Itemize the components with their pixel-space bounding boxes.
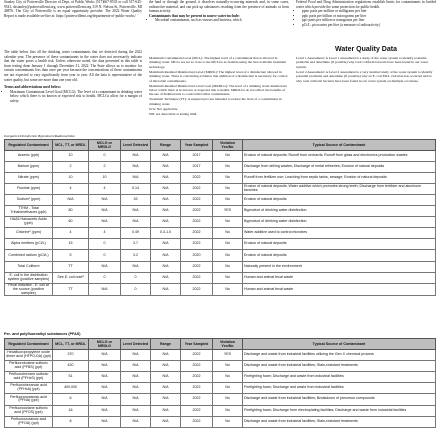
- table-row: [5, 371, 436, 382]
- table-cell: 3.7: [121, 239, 151, 250]
- table-cell: 0: [89, 250, 121, 261]
- table-cell: 2017: [181, 161, 213, 172]
- table-cell: 6: [53, 394, 89, 405]
- table-cell: N/A: [151, 161, 181, 172]
- table-cell: 2022: [181, 239, 213, 250]
- table-cell: 51: [53, 371, 89, 382]
- table-cell: 2022: [181, 194, 213, 205]
- table-cell: N/A: [53, 194, 89, 205]
- table-row: [5, 161, 436, 172]
- table-cell: N/A: [89, 217, 121, 228]
- table-cell: N/A: [121, 261, 151, 272]
- table-cell: 0: [89, 272, 121, 283]
- column-header: Year Sampled: [181, 339, 213, 350]
- intro-middle-text: the land or through the ground, it dissolves naturally-occurring minerals and, in some cases, radioactive material, and can pick up substances resulting from the presence of animals or from human activity.: [149, 0, 289, 14]
- table-cell: N/A: [151, 283, 181, 296]
- table-cell: N/A: [151, 394, 181, 405]
- table-cell: N/A: [151, 217, 181, 228]
- pfas-table: [4, 338, 436, 428]
- table-cell: Hexafluoropropylene oxide dimer acid (HFPO-DA) (ppt): [5, 349, 53, 360]
- table-cell: 2022: [181, 183, 213, 194]
- table-cell: 0.49: [121, 228, 151, 239]
- table-header-row: [5, 140, 436, 151]
- table-cell: No: [213, 194, 243, 205]
- table-cell: 2022: [181, 172, 213, 183]
- table-cell: N/A: [121, 405, 151, 416]
- table-cell: 33: [121, 194, 151, 205]
- table-body: [5, 150, 436, 296]
- table-cell: TTHM - Total Trihalomethanes (ppb): [5, 206, 53, 217]
- list-item: • ppt: parts per trillion or nanograms per liter: [302, 18, 436, 23]
- table-cell: N/A: [151, 360, 181, 371]
- table-cell: N/A: [121, 150, 151, 161]
- table-cell: N/A: [121, 383, 151, 394]
- table-cell: N/A: [151, 172, 181, 183]
- table-cell: N/A: [89, 206, 121, 217]
- table-cell: N/A: [151, 239, 181, 250]
- column-header: Typical Source of Contaminant: [243, 140, 436, 151]
- table-cell: N/A: [151, 250, 181, 261]
- table-cell: N/A: [151, 383, 181, 394]
- table-cell: N/A: [89, 371, 121, 382]
- middle-terms: [149, 56, 289, 117]
- table-cell: 0: [121, 272, 151, 283]
- column-header: MCLG or MRDLG: [89, 140, 121, 151]
- table-cell: Discharge and waste from industrial facilities; Breakdown of precursor compounds: [243, 394, 436, 405]
- table-cell: No: [213, 228, 243, 239]
- column-header: Regulated Contaminant: [5, 140, 53, 151]
- table-row: [5, 405, 436, 416]
- table-cell: 4: [53, 228, 89, 239]
- table-cell: 3.2: [121, 250, 151, 261]
- table-cell: 8: [53, 416, 89, 427]
- table-cell: N/A: [151, 183, 181, 194]
- column-header: Violation Yes/No: [213, 140, 243, 151]
- table-cell: No: [213, 283, 243, 296]
- table-cell: N/A: [121, 217, 151, 228]
- table-row: [5, 394, 436, 405]
- body-paragraph: The table below lists all the drinking water contaminants that we detected during the 2022 calendar year. The presence of these contaminants in the water does not necessarily indicate that the water poses a health risk. Unless otherwise noted, the data presented in this table is from testing done January 1 through December 31, 2022. The State allows us to monitor for certain contaminants less than once per year because the concentrations of these contaminants are not expected to vary significantly from year to year. All the data is representative of the water quality, but some are more than one year old.: [4, 50, 142, 82]
- table-row: [5, 150, 436, 161]
- water-quality-title: Water Quality Data: [335, 46, 397, 53]
- table-cell: TT: [53, 261, 89, 272]
- table-cell: Discharge and waste from industrial facilities; Stain-resistant treatments: [243, 416, 436, 427]
- table-cell: Alpha emitters (pCi/L): [5, 239, 53, 250]
- table-cell: N/A: [121, 206, 151, 217]
- table-cell: 0: [89, 150, 121, 161]
- table-row: [5, 283, 436, 296]
- table-cell: N/A: [121, 416, 151, 427]
- table-cell: N/A: [89, 349, 121, 360]
- table-cell: No: [213, 217, 243, 228]
- column-header: Range: [151, 339, 181, 350]
- term-item: ND: not detectable at testing limit: [149, 111, 197, 116]
- table-cell: 0: [121, 283, 151, 296]
- term-item: • Maximum Contaminant Level Goal (MCLG): The level of a contaminant in drinking water below which there is no known or expected risk to health. MCLGs allow for a margin of safety.: [10, 90, 142, 104]
- table-cell: 4: [53, 183, 89, 194]
- unit-definitions: [296, 9, 436, 27]
- table-cell: N/A: [121, 172, 151, 183]
- table-cell: No: [213, 239, 243, 250]
- table-cell: 2022: [181, 228, 213, 239]
- table-cell: Discharge and waste from industrial facilities utilizing the Gen X chemical process: [243, 349, 436, 360]
- table-cell: 2022: [181, 349, 213, 360]
- table-cell: No: [213, 161, 243, 172]
- column-header: Level Detected: [121, 140, 151, 151]
- table-row: [5, 228, 436, 239]
- table-cell: N/A: [151, 150, 181, 161]
- table-row: [5, 206, 436, 217]
- table-cell: N/A: [89, 261, 121, 272]
- list-item: • Microbial contaminants, such as viruses and bacteria, which: [155, 18, 289, 23]
- table-cell: Human and animal fecal waste: [243, 272, 436, 283]
- term-item: Level 2 Assessment: A Level 2 assessment is a very detailed study of the water system to identify potential problems and determine (if possible) why an E. coli MCL violation has occurred and/or why total coliform bacteria have been found in our water system on multiple occasions.: [296, 69, 433, 83]
- table-cell: No: [213, 371, 243, 382]
- table-cell: N/A: [151, 261, 181, 272]
- table-cell: 370: [53, 349, 89, 360]
- table-cell: Perfluorohexane sulfonic acid (PFHxS) (ppt): [5, 371, 53, 382]
- table-cell: N/A: [89, 383, 121, 394]
- table-cell: Sodium¹ (ppm): [5, 194, 53, 205]
- table-cell: 2: [89, 161, 121, 172]
- table-cell: N/A: [151, 272, 181, 283]
- table-cell: N/A: [151, 349, 181, 360]
- table-cell: N/A: [151, 206, 181, 217]
- table-cell: N/A: [121, 394, 151, 405]
- left-body: [4, 50, 142, 104]
- table-row: [5, 172, 436, 183]
- table-cell: Perfluorononanoic acid (PFNA) (ppt): [5, 394, 53, 405]
- table-cell: No: [213, 383, 243, 394]
- table-cell: N/A: [89, 394, 121, 405]
- table-cell: Fluoride (ppm): [5, 183, 53, 194]
- table-cell: No: [213, 250, 243, 261]
- table-cell: N/A: [151, 194, 181, 205]
- table-cell: No: [213, 261, 243, 272]
- table-cell: 10: [53, 150, 89, 161]
- intro-middle: [149, 0, 289, 23]
- table-cell: Perfluorooctane sulfonic acid (PFOS) (ppt): [5, 405, 53, 416]
- table-cell: 4: [89, 183, 121, 194]
- table-cell: 2022: [181, 405, 213, 416]
- table-row: [5, 239, 436, 250]
- table-cell: 2022: [181, 217, 213, 228]
- terms-heading: Terms and abbreviations used below:: [4, 85, 62, 90]
- table-cell: Erosion of natural deposits: [243, 239, 436, 250]
- table-cell: Firefighting foam; Discharge from electroplating facilities; Discharge and waste from industrial facilities: [243, 405, 436, 416]
- table-cell: YES: [213, 206, 243, 217]
- table-cell: Erosion of natural deposits: [243, 250, 436, 261]
- table-row: [5, 261, 436, 272]
- table-cell: 2022: [181, 261, 213, 272]
- table-row: [5, 194, 436, 205]
- table-cell: 10: [53, 172, 89, 183]
- table-cell: N/A: [89, 405, 121, 416]
- table-cell: E. coli in the distribution system (positive samples): [5, 272, 53, 283]
- table-cell: N/A: [121, 371, 151, 382]
- table-cell: Chlorine² (ppm): [5, 228, 53, 239]
- intro-left: Stanley City of Pottersville Director of Dept. of Public Works (517)667-8533 or call 517-645-9541, dsstanley@pottersvillemi.org, www.pottersvillemi.org 319 N. Nelson St, Pottersville, MI 48876. The City of Pottersville is an equal opportunity provider. The 2022 Water Quality Report is made available on-line at: https://pottersvillemi.org/departments-of-public-works/: [4, 0, 142, 18]
- table-row: [5, 183, 436, 194]
- table-cell: Erosion of natural deposits; Water additive which promotes strong teeth; Discharge from fertilizer and aluminum factories: [243, 183, 436, 194]
- term-item: N/A: Not applicable: [149, 106, 178, 111]
- table-cell: N/A: [89, 360, 121, 371]
- table-cell: N/A: [121, 360, 151, 371]
- table-cell: No: [213, 183, 243, 194]
- intro-right-text: Federal Food and Drug Administration regulations establish limits for contaminants in bottled water which provide the same protection for public health.: [296, 0, 436, 9]
- table-cell: 16: [53, 405, 89, 416]
- column-header: MCL, TT, or MRDL: [53, 140, 89, 151]
- term-item: Level 1 Assessment: A Level 1 assessment is a study of the water system to identify potential problems and determine (if possible) why total coliform bacteria have been found in our water system.: [296, 56, 429, 69]
- table-cell: 0: [89, 239, 121, 250]
- table-cell: 0.14: [121, 183, 151, 194]
- column-header: Level Detected: [121, 339, 151, 350]
- table-caption: Inorganics/Disinfection Byproducts/Radionuclides: [4, 134, 75, 138]
- table-cell: N/A: [151, 416, 181, 427]
- table-cell: 60: [53, 217, 89, 228]
- table-cell: N/A: [89, 416, 121, 427]
- column-header: MCL, TT, or MRDL: [53, 339, 89, 350]
- column-header: Violation Yes/No: [213, 339, 243, 350]
- contaminants-intro: Contaminants that may be present in source water include:: [149, 13, 240, 18]
- intro-right: [296, 0, 436, 28]
- term-item: Maximum Residual Disinfectant Level (MRDL): The highest level of a disinfectant allowed in drinking water. There is convincing evidence that addition of a disinfectant is necessary for control of microbial contaminants.: [149, 69, 288, 83]
- table-row: [5, 416, 436, 427]
- table-cell: Water additive used to control microbes: [243, 228, 436, 239]
- table-cell: N/A: [121, 161, 151, 172]
- table-cell: No: [213, 360, 243, 371]
- right-terms: [296, 56, 436, 84]
- table-row: [5, 383, 436, 394]
- table-cell: Runoff from fertilizer use; Leaching from septic tanks, sewage; Erosion of natural deposits: [243, 172, 436, 183]
- table-cell: N/A: [89, 194, 121, 205]
- table-cell: TT: [53, 283, 89, 296]
- table-row: [5, 272, 436, 283]
- table-cell: Arsenic (ppb): [5, 150, 53, 161]
- table-cell: No: [213, 150, 243, 161]
- table-cell: Discharge from drilling wastes; Discharge of metal refineries; Erosion of natural deposits: [243, 161, 436, 172]
- table-cell: N/A: [89, 283, 121, 296]
- column-header: Range: [151, 140, 181, 151]
- table-cell: No: [213, 416, 243, 427]
- column-header: Regulated Contaminant: [5, 339, 53, 350]
- term-item: Treatment Technique (TT): A required process intended to reduce the level of a contaminant in drinking water.: [149, 97, 282, 106]
- column-header: Typical Source of Contaminant: [243, 339, 436, 350]
- table-cell: 10: [89, 172, 121, 183]
- table-cell: Nitrate (ppm): [5, 172, 53, 183]
- table-cell: Barium (ppm): [5, 161, 53, 172]
- table-cell: Total Coliform: [5, 261, 53, 272]
- table-cell: 0.3-1.0: [151, 228, 181, 239]
- table-row: [5, 349, 436, 360]
- table-cell: 2022: [181, 283, 213, 296]
- table-header-row: [5, 339, 436, 350]
- list-item: • ppb: parts per billion or micrograms per liter: [302, 14, 436, 19]
- table-cell: YES: [213, 349, 243, 360]
- table-cell: Naturally present in the environment: [243, 261, 436, 272]
- table-cell: 80: [53, 206, 89, 217]
- list-item: • ppm: parts per million or milligrams per liter: [302, 9, 436, 14]
- table-cell: N/A: [121, 349, 151, 360]
- table-body: [5, 349, 436, 427]
- table-cell: Byproduct of drinking water disinfection: [243, 206, 436, 217]
- table-cell: Perfluorobutane sulfonic acid (PFBS) (ppt): [5, 360, 53, 371]
- table-cell: Combined radium (pCi/L): [5, 250, 53, 261]
- table-cell: Firefighting foam; Discharge and waste from industrial facilities: [243, 383, 436, 394]
- table-cell: No: [213, 172, 243, 183]
- table-cell: 2017: [181, 150, 213, 161]
- left-terms: [4, 90, 142, 104]
- table-row: [5, 217, 436, 228]
- column-header: Year Sampled: [181, 140, 213, 151]
- contaminant-table: [4, 139, 436, 296]
- table-cell: 400,000: [53, 383, 89, 394]
- table-cell: No: [213, 405, 243, 416]
- table-cell: 4: [89, 228, 121, 239]
- table-cell: No: [213, 272, 243, 283]
- table-cell: 15: [53, 239, 89, 250]
- table-cell: No: [213, 394, 243, 405]
- table-cell: N/A: [151, 405, 181, 416]
- table-cell: Perfluorooctanoic acid (PFOA) (ppt): [5, 416, 53, 427]
- table-cell: 2022: [181, 272, 213, 283]
- column-header: MCLG or MRDLG: [89, 339, 121, 350]
- table-cell: 5: [53, 250, 89, 261]
- table-cell: 2: [53, 161, 89, 172]
- table-cell: See E. coli note³: [53, 272, 89, 283]
- table-cell: Discharge and waste from industrial facilities; Stain-resistant treatments: [243, 360, 436, 371]
- pfas-heading: Per- and polyfluoroalkyl substances (PFAS): [4, 332, 81, 336]
- table-cell: Byproduct of drinking water disinfection: [243, 217, 436, 228]
- table-row: [5, 250, 436, 261]
- table-cell: Erosion of natural deposits; Runoff from orchards; Runoff from glass and electronics production wastes: [243, 150, 436, 161]
- contaminants-list: [149, 18, 289, 23]
- table-cell: 2022: [181, 360, 213, 371]
- table-cell: HAA5 Haloacetic Acids (ppb): [5, 217, 53, 228]
- table-row: [5, 360, 436, 371]
- table-cell: 420: [53, 360, 89, 371]
- table-cell: Human and animal fecal waste: [243, 283, 436, 296]
- table-cell: N/A: [151, 371, 181, 382]
- table-cell: 2020: [181, 250, 213, 261]
- term-item: Maximum Residual Disinfectant Level Goal (MRDLG): The level of a drinking water disinfectant below which there is no known or expected risk to health. MRDLGs do not reflect the benefits of the use of disinfectants to control microbial contaminants.: [149, 83, 287, 97]
- table-cell: 2022: [181, 416, 213, 427]
- term-item: Maximum Contaminant Level (MCL): The highest level of a contaminant that is allowed in drinking water. MCLs are set as close to the MCLGs as feasible using the best available treatment technology.: [149, 56, 287, 69]
- table-cell: 2022: [181, 206, 213, 217]
- table-cell: 2022: [181, 371, 213, 382]
- list-item: • pCi/L: picocuries per liter (a measure of radioactivity): [302, 23, 436, 28]
- table-cell: Perfluorohexanoic acid (PFHxA) (ppt): [5, 383, 53, 394]
- table-cell: Erosion of natural deposits: [243, 194, 436, 205]
- table-cell: 2022: [181, 394, 213, 405]
- table-cell: Fecal Indicator - E. coli at the source (positive samples): [5, 283, 53, 296]
- table-cell: 2022: [181, 383, 213, 394]
- table-cell: Firefighting foam; Discharge and waste from industrial facilities: [243, 371, 436, 382]
